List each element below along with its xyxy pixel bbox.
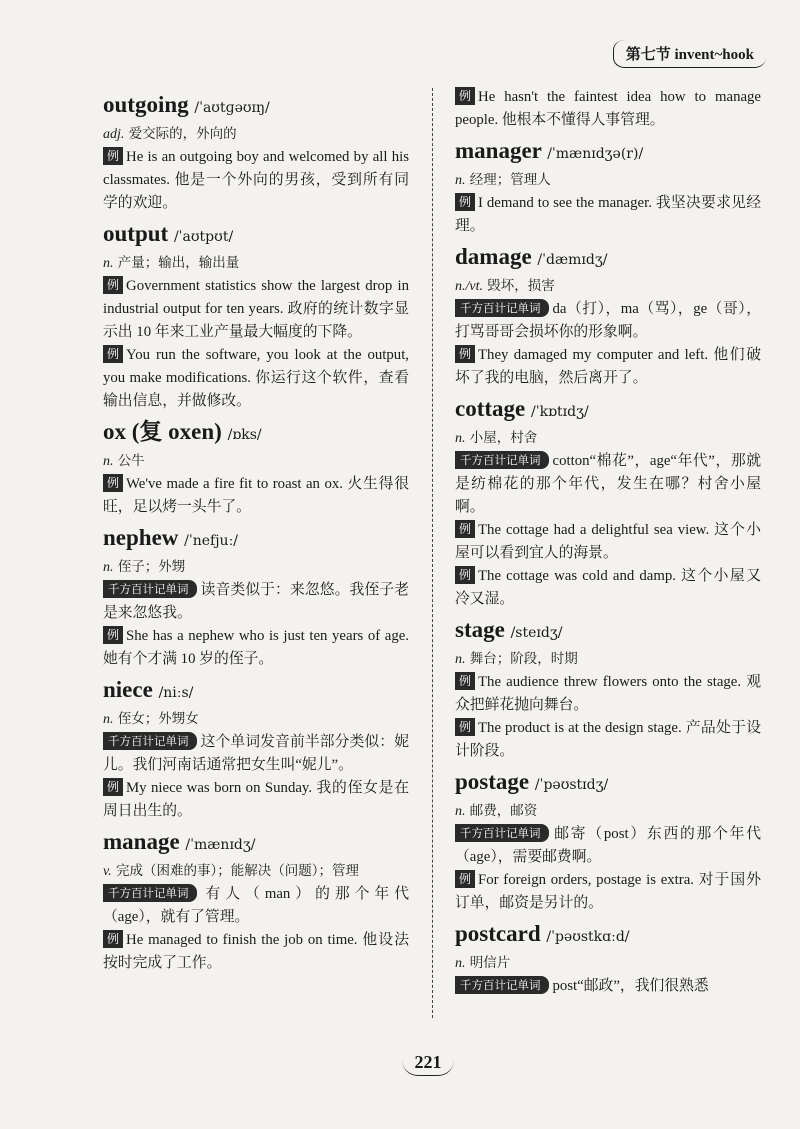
dictionary-entry	[103, 827, 409, 975]
example-badge: 例	[103, 778, 123, 796]
definition	[103, 450, 409, 473]
example-badge: 例	[455, 87, 475, 105]
part-of-speech: n./vt.	[455, 279, 483, 294]
line-text: The cottage had a delightful sea view. 这个小屋可以看到宜人的海景。	[455, 522, 761, 561]
phonetic: /ˈkɒtɪdʒ/	[531, 404, 589, 420]
part-of-speech: n.	[455, 956, 466, 971]
example-badge: 例	[455, 718, 475, 736]
meaning: 爱交际的，外向的	[128, 126, 237, 142]
definition	[103, 123, 409, 146]
dictionary-entry	[103, 675, 409, 823]
memory-tip	[455, 823, 761, 869]
phonetic: /niːs/	[158, 685, 194, 701]
headword-text: manager	[455, 138, 542, 163]
meaning: 毁坏，损害	[487, 278, 555, 294]
example-sentence	[455, 671, 761, 717]
line-text: Government statistics show the largest drop in industrial output for ten years. 政府的统计数字显示出 10 年来工业产量最大幅度的下降。	[103, 278, 409, 340]
section-tag: 第七节 invent~hook	[613, 40, 766, 68]
line-text: My niece was born on Sunday. 我的侄女是在周日出生的。	[103, 780, 409, 819]
definition	[455, 648, 761, 671]
line-text: The cottage was cold and damp. 这个小屋又冷又湿。	[455, 568, 761, 607]
line-text: For foreign orders, postage is extra. 对于国外订单，邮资是另计的。	[455, 872, 761, 911]
line-text: We've made a fire fit to roast an ox. 火生得很旺，足以烤一头牛了。	[103, 476, 409, 515]
example-badge: 例	[455, 345, 475, 363]
meaning: 侄子；外甥	[117, 559, 186, 575]
headword	[103, 219, 409, 252]
definition	[455, 169, 761, 192]
line-text: 有人（man）的那个年代（age），就有了管理。	[103, 886, 409, 925]
part-of-speech: n.	[455, 173, 466, 188]
line-text: I demand to see the manager. 我坚决要求见经理。	[455, 195, 761, 234]
example-badge: 例	[455, 672, 475, 690]
line-text: 邮寄（post）东西的那个年代（age），需要邮费啊。	[455, 826, 761, 865]
headword-text: postage	[455, 769, 530, 794]
example-sentence	[103, 275, 409, 344]
dictionary-entry	[455, 919, 761, 998]
headword	[455, 136, 761, 169]
meaning: 侄女；外甥女	[117, 711, 199, 727]
memory-tip	[103, 731, 409, 777]
headword-text: manage	[103, 829, 180, 854]
line-text: He hasn't the faintest idea how to manage people. 他根本不懂得人事管理。	[455, 89, 761, 128]
memory-badge: 千方百计记单词	[455, 976, 549, 994]
line-text: cotton“棉花”，age“年代”，那就是纺棉花的那个年代，发生在哪？村舍小屋啊。	[455, 453, 761, 515]
meaning: 明信片	[469, 955, 511, 971]
phonetic: /ɒks/	[227, 427, 262, 443]
headword	[455, 767, 761, 800]
phonetic: /steɪdʒ/	[510, 625, 563, 641]
line-text: They damaged my computer and left. 他们破坏了我的电脑，然后离开了。	[455, 347, 761, 386]
line-text: He managed to finish the job on time. 他设法按时完成了工作。	[103, 932, 409, 971]
phonetic: /ˈmænɪdʒə(r)/	[547, 146, 644, 162]
part-of-speech: n.	[455, 431, 466, 446]
memory-badge: 千方百计记单词	[455, 299, 549, 317]
headword-text: stage	[455, 617, 505, 642]
line-text: You run the software, you look at the output, you make modifications. 你运行这个软件，查看输出信息，并做修改。	[103, 347, 409, 409]
meaning: 邮费，邮资	[469, 803, 538, 819]
headword	[455, 242, 761, 275]
definition	[455, 427, 761, 450]
example-sentence	[455, 192, 761, 238]
headword-text: output	[103, 221, 169, 246]
phonetic: /ˈpəʊstɪdʒ/	[534, 777, 609, 793]
memory-badge: 千方百计记单词	[103, 732, 197, 750]
headword-text: postcard	[455, 921, 541, 946]
line-text: He is an outgoing boy and welcomed by all his classmates. 他是一个外向的男孩，受到所有同学的欢迎。	[103, 149, 409, 211]
line-text: post“邮政”，我们很熟悉	[552, 978, 709, 994]
headword	[103, 417, 409, 450]
meaning: 公牛	[117, 453, 145, 469]
phonetic: /ˈnefjuː/	[184, 533, 238, 549]
example-sentence	[103, 929, 409, 975]
headword	[455, 394, 761, 427]
memory-tip	[455, 975, 761, 998]
example-badge: 例	[103, 345, 123, 363]
part-of-speech: n.	[103, 712, 114, 727]
example-badge: 例	[103, 276, 123, 294]
meaning: 舞台；阶段，时期	[469, 651, 578, 667]
definition	[455, 800, 761, 823]
definition	[455, 275, 761, 298]
headword	[103, 827, 409, 860]
page-number: 221	[402, 1052, 454, 1076]
example-badge: 例	[103, 474, 123, 492]
right-column	[455, 86, 761, 998]
headword-text: ox (复 oxen)	[103, 419, 222, 444]
memory-badge: 千方百计记单词	[455, 451, 549, 469]
headword-text: damage	[455, 244, 532, 269]
example-sentence	[103, 146, 409, 215]
dictionary-entry	[103, 90, 409, 215]
example-badge: 例	[455, 520, 475, 538]
phonetic: /ˈaʊtpʊt/	[173, 229, 234, 245]
dictionary-entry	[455, 767, 761, 915]
left-column	[103, 86, 409, 975]
dictionary-entry	[455, 615, 761, 763]
memory-badge: 千方百计记单词	[103, 884, 197, 902]
line-text: 这个单词发音前半部分类似：妮儿。我们河南话通常把女生叫“妮儿”。	[103, 734, 409, 773]
dictionary-entry	[103, 523, 409, 671]
headword	[455, 615, 761, 648]
example-sentence	[455, 565, 761, 611]
dictionary-entry	[455, 136, 761, 238]
example-badge: 例	[455, 870, 475, 888]
part-of-speech: n.	[455, 652, 466, 667]
memory-badge: 千方百计记单词	[103, 580, 197, 598]
example-sentence	[455, 717, 761, 763]
definition	[103, 860, 409, 883]
meaning: 产量；输出，输出量	[117, 255, 240, 271]
dictionary-entry	[103, 417, 409, 519]
meaning: 完成（困难的事）；能解决（问题）；管理	[115, 863, 359, 879]
line-text: da（打），ma（骂），ge（哥），打骂哥哥会损坏你的形象啊。	[455, 301, 761, 340]
definition	[103, 252, 409, 275]
headword	[103, 675, 409, 708]
example-sentence	[103, 625, 409, 671]
headword-text: nephew	[103, 525, 179, 550]
phonetic: /ˈmænɪdʒ/	[185, 837, 256, 853]
line-text: She has a nephew who is just ten years of age. 她有个才满 10 岁的侄子。	[103, 628, 409, 667]
part-of-speech: n.	[103, 256, 114, 271]
example-sentence	[455, 344, 761, 390]
meaning: 小屋，村舍	[469, 430, 538, 446]
line-text: The product is at the design stage. 产品处于设计阶段。	[455, 720, 761, 759]
column-divider	[432, 88, 433, 1018]
example-badge: 例	[455, 566, 475, 584]
headword	[103, 90, 409, 123]
phonetic: /ˈpəʊstkɑːd/	[546, 929, 630, 945]
dictionary-entry	[455, 394, 761, 611]
example-sentence	[455, 86, 761, 132]
phonetic: /ˈaʊtɡəʊɪŋ/	[194, 100, 270, 116]
headword-text: outgoing	[103, 92, 189, 117]
dictionary-entry	[455, 86, 761, 132]
example-sentence	[103, 777, 409, 823]
example-sentence	[455, 519, 761, 565]
line-text: The audience threw flowers onto the stage. 观众把鲜花抛向舞台。	[455, 674, 761, 713]
memory-tip	[455, 450, 761, 519]
line-text: 读音类似于：来忽悠。我侄子老是来忽悠我。	[103, 582, 409, 621]
memory-badge: 千方百计记单词	[455, 824, 549, 842]
example-badge: 例	[103, 626, 123, 644]
headword	[455, 919, 761, 952]
example-sentence	[455, 869, 761, 915]
meaning: 经理；管理人	[469, 172, 551, 188]
headword	[103, 523, 409, 556]
phonetic: /ˈdæmɪdʒ/	[537, 252, 608, 268]
memory-tip	[103, 883, 409, 929]
definition	[103, 556, 409, 579]
part-of-speech: n.	[103, 560, 114, 575]
dictionary-entry	[455, 242, 761, 390]
definition	[103, 708, 409, 731]
example-badge: 例	[455, 193, 475, 211]
part-of-speech: adj.	[103, 127, 125, 142]
headword-text: niece	[103, 677, 153, 702]
memory-tip	[103, 579, 409, 625]
definition	[455, 952, 761, 975]
dictionary-entry	[103, 219, 409, 413]
part-of-speech: v.	[103, 864, 112, 879]
memory-tip	[455, 298, 761, 344]
part-of-speech: n.	[103, 454, 114, 469]
headword-text: cottage	[455, 396, 526, 421]
part-of-speech: n.	[455, 804, 466, 819]
example-sentence	[103, 473, 409, 519]
example-badge: 例	[103, 147, 123, 165]
example-badge: 例	[103, 930, 123, 948]
example-sentence	[103, 344, 409, 413]
